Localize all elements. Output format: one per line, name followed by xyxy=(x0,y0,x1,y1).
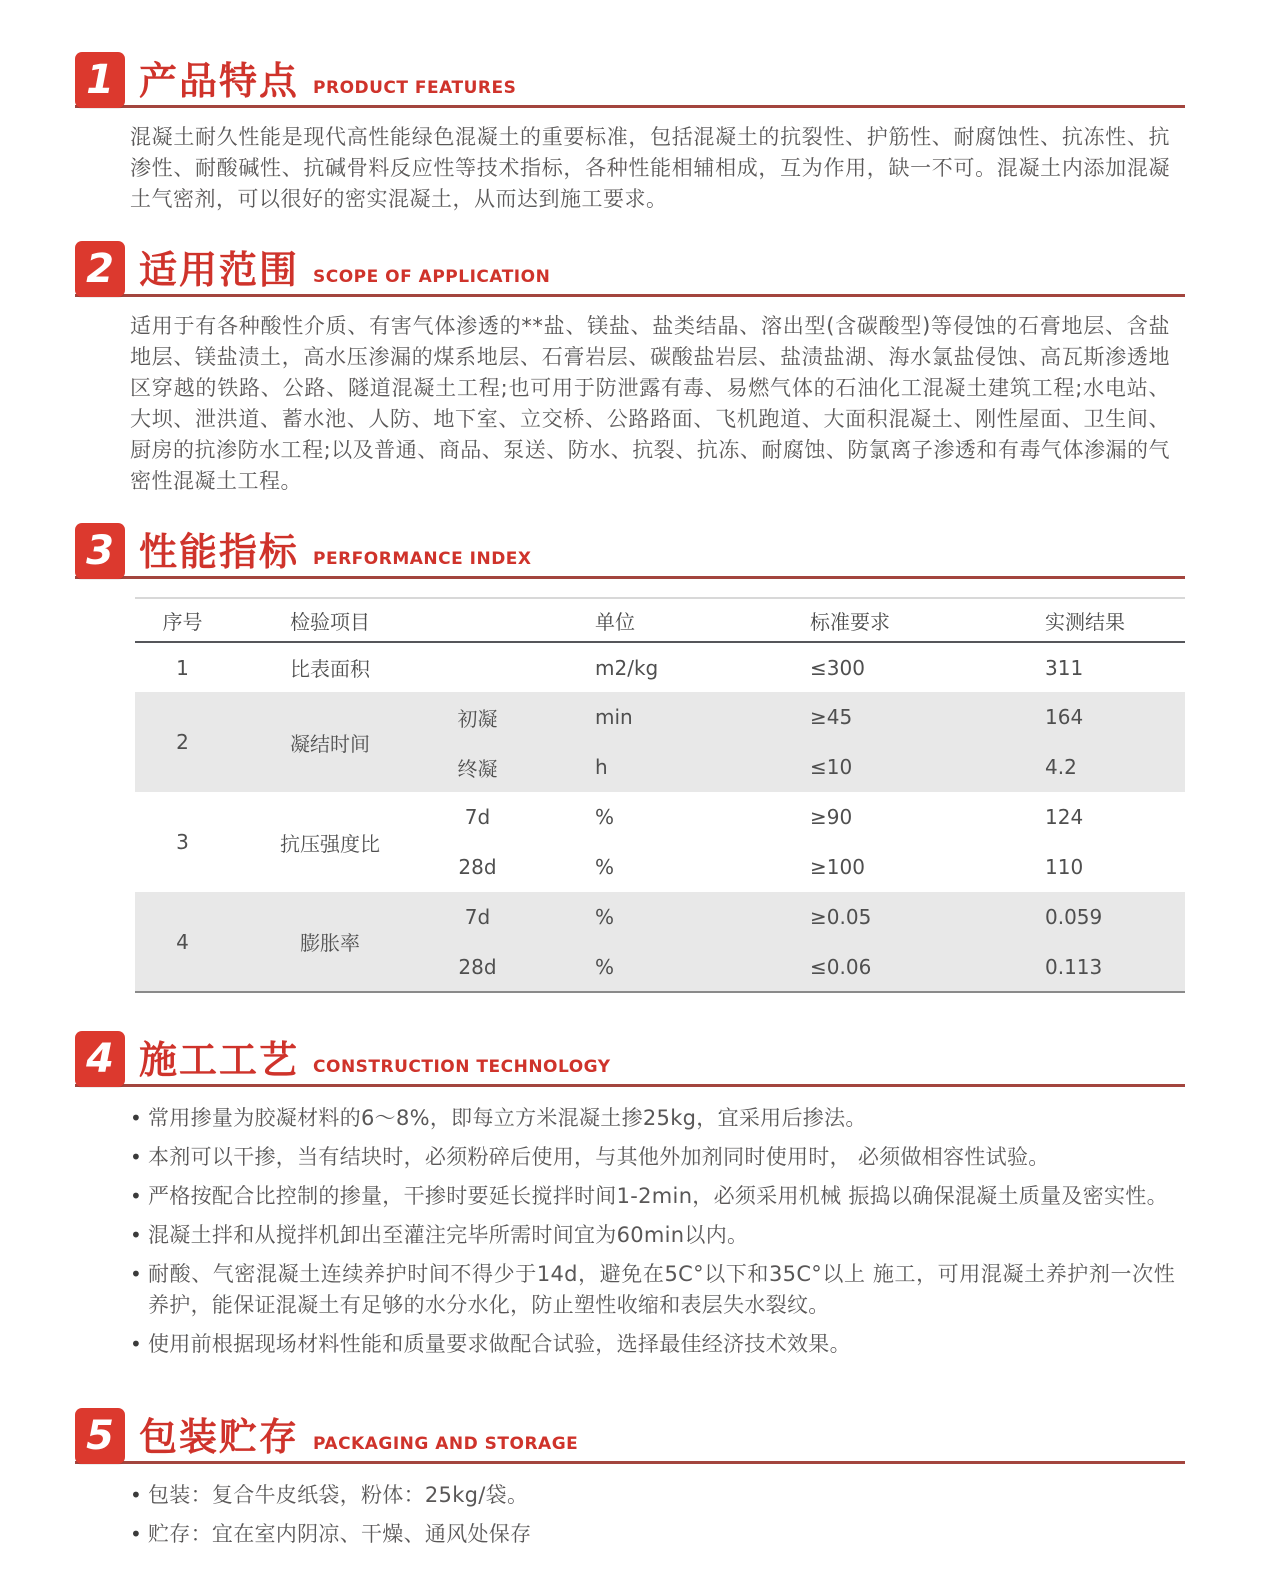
section-3-subtitle: PERFORMANCE INDEX xyxy=(313,549,532,569)
section-4-number-badge: 4 xyxy=(75,1031,125,1087)
cell-no: 1 xyxy=(176,655,189,680)
section-3-header xyxy=(75,523,1185,579)
cell-no: 2 xyxy=(176,730,189,754)
cell-sub xyxy=(430,642,525,692)
section-4-subtitle: CONSTRUCTION TECHNOLOGY xyxy=(313,1057,611,1077)
packaging-bullet-list xyxy=(130,1480,1175,1550)
cell-unit: m2/kg xyxy=(595,655,659,680)
cell-unit: min xyxy=(595,705,633,729)
section-5-subtitle: PACKAGING AND STORAGE xyxy=(313,1434,579,1454)
cell-standard: ≥0.05 xyxy=(810,905,872,929)
cell-item: 抗压强度比 xyxy=(280,831,380,856)
cell-sub: 初凝 xyxy=(457,706,498,731)
header-unit: 单位 xyxy=(595,609,635,634)
section-3-title: 性能指标 xyxy=(139,530,300,574)
header-result: 实测结果 xyxy=(1045,609,1125,634)
section-scope-of-application xyxy=(75,241,1185,497)
cell-result: 311 xyxy=(1045,655,1084,680)
cell-item: 比表面积 xyxy=(290,657,370,681)
section-2-number-badge: 2 xyxy=(75,241,125,297)
construction-bullet-list xyxy=(130,1103,1175,1360)
cell-standard: ≥45 xyxy=(810,705,853,729)
cell-no: 3 xyxy=(176,830,189,854)
cell-sub: 28d xyxy=(458,855,497,879)
list-item: • 混凝土拌和从搅拌机卸出至灌注完毕所需时间宜为60min以内。 xyxy=(130,1220,1175,1251)
performance-table xyxy=(135,597,1185,993)
section-packaging-storage xyxy=(75,1408,1185,1550)
list-item: • 本剂可以干掺，当有结块时，必须粉碎后使用，与其他外加剂同时使用时， 必须做相容性试验。 xyxy=(130,1142,1175,1173)
header-standard: 标准要求 xyxy=(810,609,890,634)
cell-sub: 28d xyxy=(458,954,497,979)
section-1-title: 产品特点 xyxy=(139,59,300,103)
cell-standard: ≥90 xyxy=(810,805,853,829)
cell-unit: % xyxy=(595,805,615,829)
cell-standard: ≤300 xyxy=(810,655,865,680)
list-item: • 耐酸、气密混凝土连续养护时间不得少于14d，避免在5C°以下和35C°以上 施工，可用混凝土养护剂一次性养护，能保证混凝土有足够的水分水化，防止塑性收缩和表层失水裂纹。 xyxy=(130,1259,1175,1321)
list-item: • 使用前根据现场材料性能和质量要求做配合试验，选择最佳经济技术效果。 xyxy=(130,1329,1175,1360)
section-1-paragraph: 混凝土耐久性能是现代高性能绿色混凝土的重要标准，包括混凝土的抗裂性、护筋性、耐腐蚀性、抗冻性、抗渗性、耐酸碱性、抗碱骨料反应性等技术指标，各种性能相辅相成，互为作用，缺一不可。混凝土内添加混凝土气密剂，可以很好的密实混凝土，从而达到施工要求。 xyxy=(130,125,1170,211)
section-5-header xyxy=(75,1408,1185,1464)
cell-standard: ≤10 xyxy=(810,755,853,779)
cell-sub: 终凝 xyxy=(457,756,498,781)
section-product-features xyxy=(75,52,1185,215)
section-construction-technology xyxy=(75,1031,1185,1360)
cell-unit: % xyxy=(595,954,615,979)
cell-result: 0.113 xyxy=(1045,954,1103,979)
section-4-title: 施工工艺 xyxy=(139,1038,300,1082)
section-1-header xyxy=(75,52,1185,108)
header-no: 序号 xyxy=(162,609,203,634)
section-5-number-badge: 5 xyxy=(75,1408,125,1464)
cell-result: 110 xyxy=(1045,855,1084,879)
section-5-title: 包装贮存 xyxy=(139,1415,300,1459)
section-2-paragraph: 适用于有各种酸性介质、有害气体渗透的**盐、镁盐、盐类结晶、溶出型(含碳酸型)等侵蚀的石膏地层、含盐地层、镁盐渍土，高水压渗漏的煤系地层、石膏岩层、碳酸盐岩层、盐渍盐湖、海水氯盐侵蚀、高瓦斯渗透地区穿越的铁路、公路、隧道混凝土工程;也可用于防泄露有毒、易燃气体的石油化工混凝土建筑工程;水电站、大坝、泄洪道、蓄水池、人防、地下室、立交桥、公路路面、飞机跑道、大面积混凝土、刚性屋面、卫生间、厨房的抗渗防水工程;以及普通、商品、泵送、防水、抗裂、抗冻、耐腐蚀、防氯离子渗透和有毒气体渗漏的气密性混凝土工程。 xyxy=(130,314,1170,493)
cell-result: 164 xyxy=(1045,705,1084,729)
section-1-subtitle: PRODUCT FEATURES xyxy=(313,78,517,98)
cell-standard: ≤0.06 xyxy=(810,954,872,979)
section-performance-index xyxy=(75,523,1185,993)
cell-result: 0.059 xyxy=(1045,905,1103,929)
section-2-subtitle: SCOPE OF APPLICATION xyxy=(313,267,551,287)
table-row xyxy=(135,642,1185,692)
header-sub xyxy=(430,598,525,642)
cell-result: 124 xyxy=(1045,805,1084,829)
table-row xyxy=(135,692,1185,742)
section-3-number-badge: 3 xyxy=(75,523,125,579)
section-4-header xyxy=(75,1031,1185,1087)
cell-unit: % xyxy=(595,855,615,879)
list-item: • 常用掺量为胶凝材料的6～8%，即每立方米混凝土掺25kg，宜采用后掺法。 xyxy=(130,1103,1175,1134)
section-2-header xyxy=(75,241,1185,297)
cell-result: 4.2 xyxy=(1045,755,1077,779)
table-row xyxy=(135,792,1185,842)
section-2-title: 适用范围 xyxy=(139,248,300,292)
cell-sub: 7d xyxy=(464,905,491,929)
cell-unit: h xyxy=(595,755,608,779)
cell-item: 膨胀率 xyxy=(300,931,360,955)
list-item: • 贮存：宜在室内阴凉、干燥、通风处保存 xyxy=(130,1519,1175,1550)
section-1-number-badge: 1 xyxy=(75,52,125,108)
list-item: • 严格按配合比控制的掺量，干掺时要延长搅拌时间1-2min，必须采用机械 振捣以确保混凝土质量及密实性。 xyxy=(130,1181,1175,1212)
cell-item: 凝结时间 xyxy=(290,731,370,756)
cell-sub: 7d xyxy=(464,805,491,829)
list-item: • 包装：复合牛皮纸袋，粉体：25kg/袋。 xyxy=(130,1480,1175,1511)
table-row xyxy=(135,892,1185,942)
cell-no: 4 xyxy=(176,929,189,954)
header-item: 检验项目 xyxy=(290,609,370,634)
table-header-row xyxy=(135,598,1185,642)
cell-unit: % xyxy=(595,905,615,929)
cell-standard: ≥100 xyxy=(810,855,865,879)
